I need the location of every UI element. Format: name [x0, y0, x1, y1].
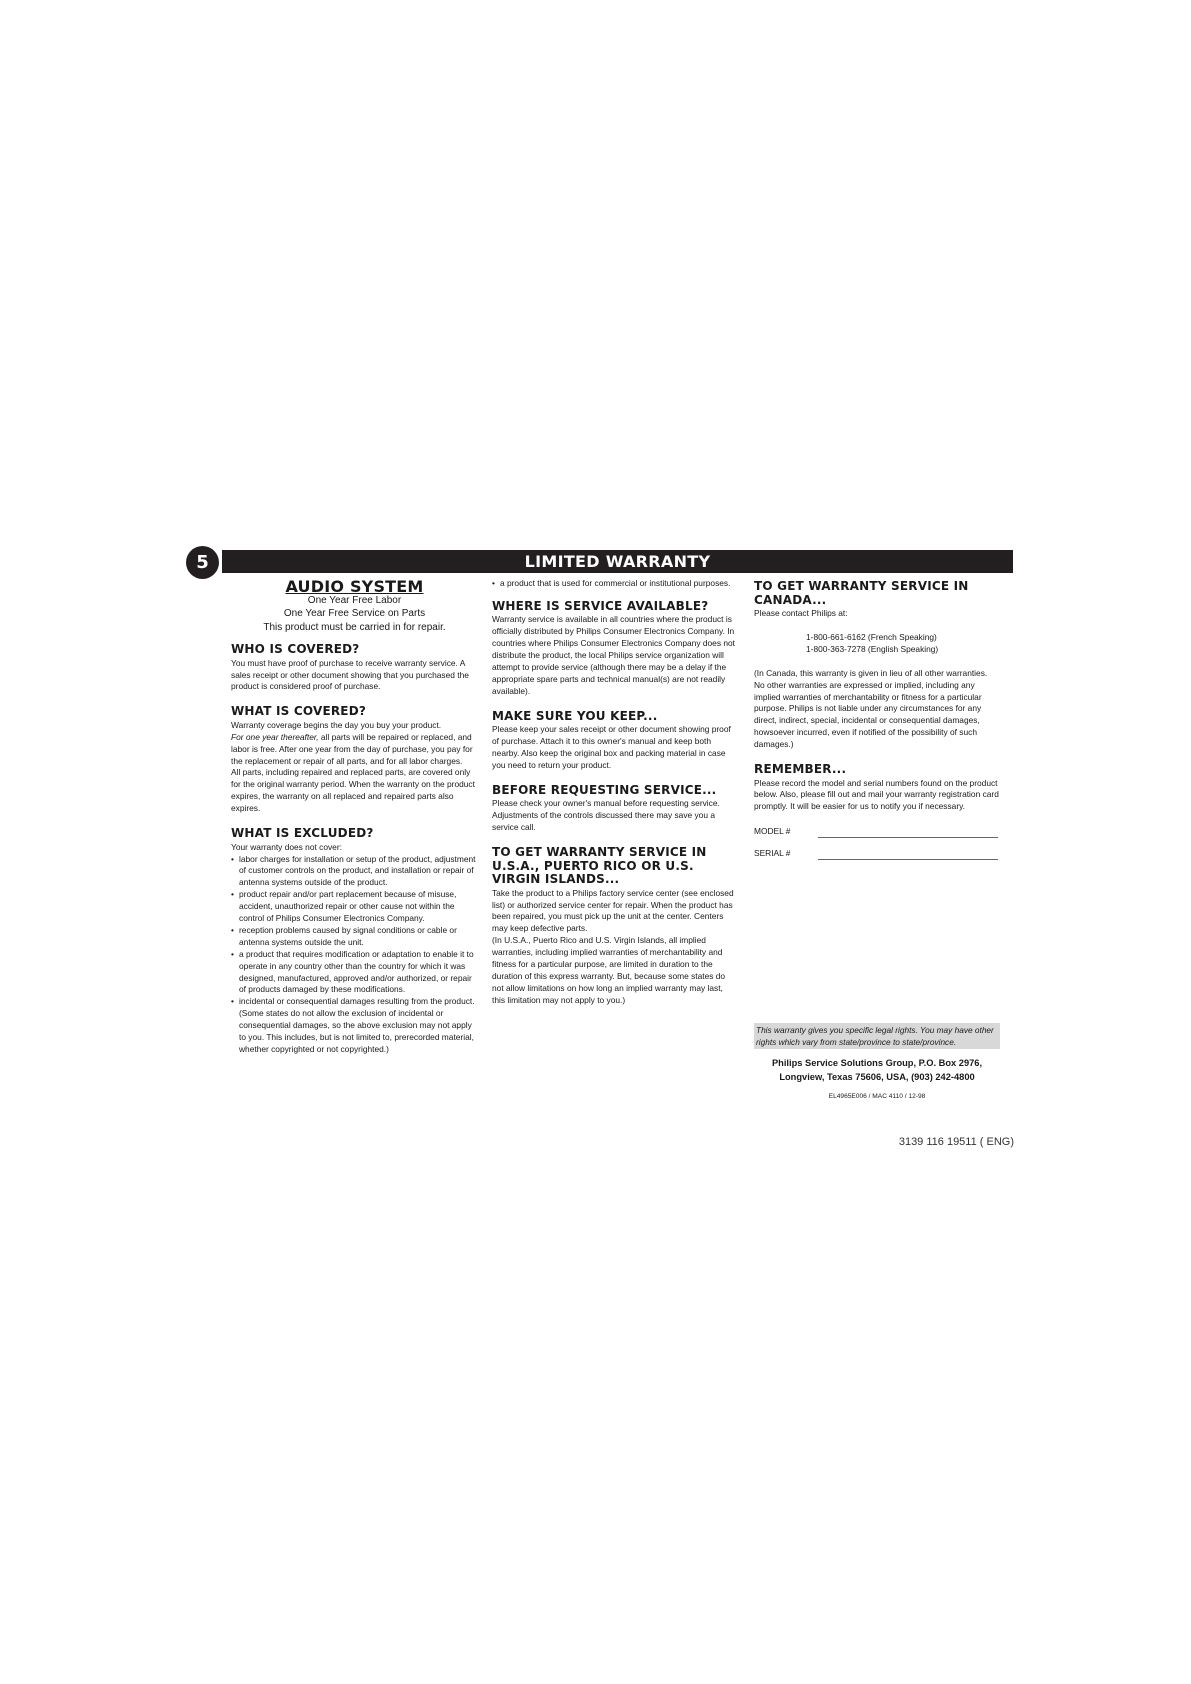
address-line-1: Philips Service Solutions Group, P.O. Box 2976,	[771, 1058, 983, 1068]
paragraph-where-is-service-available: Warranty service is available in all countries where the product is officially distributed by Philips Consumer Electronics Company. In countries where Philips Consumer Electronics Company does not distribute the product, the local Philips service organization will attempt to provide service (although there may be a delay if the appropriate spare parts and technical manual(s) are not readily available).	[492, 614, 735, 696]
intro-line-2: One Year Free Service on Parts	[283, 608, 426, 620]
model-number-label: MODEL #	[754, 826, 791, 837]
heading-what-is-excluded: WHAT IS EXCLUDED?	[231, 826, 374, 841]
paragraph-make-sure-you-keep: Please keep your sales receipt or other document showing proof of purchase. Attach it to this owner's manual and keep both nearby. Also keep the original box and packing material in case you need to return your product.	[492, 724, 731, 770]
heading-remember: REMEMBER...	[754, 762, 847, 777]
model-number-line	[818, 829, 998, 838]
list-item: • labor charges for installation or setup of the product, adjustment of customer controls on the product, and installation or repair of antenna systems outside of the product.	[231, 854, 478, 890]
service-address	[754, 1057, 1000, 1084]
paragraph-remember: Please record the model and serial numbers found on the product below. Also, please fill out and mail your warranty registration card promptly. It will be easier for us to notify you if necessary.	[754, 777, 999, 812]
intro-line-3: This product must be carried in for repair.	[263, 621, 446, 633]
address-line-2: Longview, Texas 75606, USA, (903) 242-4800	[779, 1071, 975, 1082]
serial-number-label: SERIAL #	[754, 848, 791, 859]
heading-where-is-service-available: WHERE IS SERVICE AVAILABLE?	[492, 598, 709, 613]
list-item: • incidental or consequential damages resulting from the product. (Some states do not allow the exclusion of incidental or consequential damages, so the above exclusion may not apply to you. This includes, but is not limited to, prerecorded material, whether copyrighted or not copyrighted.)	[231, 996, 478, 1056]
paragraph-canada-warranty: (In Canada, this warranty is given in lieu of all other warranties. No other warranties are expressed or implied, including any implied warranties of merchantability or fitness for a particular purpose. Philips is not liable under any circumstances for any direct, indirect, special, incidental or consequential damages, howsoever incurred, even if notified of the possibility of such damages.)	[754, 667, 988, 750]
list-item: • product repair and/or part replacement because of misuse, accident, unauthorized repair or other cause not within the control of Philips Consumer Electronics Company.	[231, 889, 478, 925]
excluded-list-continued	[492, 578, 737, 590]
intro-line-1: One Year Free Labor	[307, 594, 402, 606]
heading-make-sure-you-keep: MAKE SURE YOU KEEP...	[492, 708, 658, 723]
paragraph-implied-warranties-usa: (In U.S.A., Puerto Rico and U.S. Virgin Islands, all implied warranties, including implied warranties of merchantability and fitness for a particular purpose, are limited in duration to the duration of this express warranty. But, because some states do not allow limitations on how long an implied warranty may last, this limitation may not apply to you.)	[492, 935, 726, 1005]
page-title: LIMITED WARRANTY	[222, 550, 1013, 573]
legal-rights-notice: This warranty gives you specific legal rights. You may have other rights which vary from state/province to state/province.	[754, 1023, 1000, 1049]
heading-warranty-service-canada: TO GET WARRANTY SERVICE IN CANADA...	[754, 579, 969, 607]
canada-contact: Please contact Philips at:	[754, 608, 848, 618]
section-title-audio-system: AUDIO SYSTEM	[285, 577, 424, 596]
heading-before-requesting-service: BEFORE REQUESTING SERVICE...	[492, 782, 717, 797]
column-1	[231, 578, 478, 1056]
phone-french: 1-800-661-6162 (French Speaking)	[806, 631, 937, 642]
what-is-covered-text-1: Warranty coverage begins the day you buy your product.	[231, 719, 442, 730]
excluded-intro: Your warranty does not cover:	[231, 841, 342, 852]
model-number-field	[754, 825, 1000, 838]
paragraph-warranty-service-usa: Take the product to a Philips factory service center (see enclosed list) or authorized service center for repair. When the product has been repaired, you must pick up the unit at the center. Centers may keep defective parts.	[492, 887, 734, 934]
list-item: • a product that requires modification or adaptation to enable it to operate in any country other than the country for which it was designed, manufactured, approved and/or authorized, or repair of products damaged by these modifications.	[231, 949, 478, 997]
paragraph-who-is-covered: You must have proof of purchase to receive warranty service. A sales receipt or other document showing that you purchased the product is considered proof of purchase.	[231, 657, 469, 692]
document-code: EL4965E006 / MAC 4110 / 12-98	[828, 1093, 926, 1100]
heading-warranty-service-usa: TO GET WARRANTY SERVICE IN U.S.A., PUERTO RICO OR U.S. VIRGIN ISLANDS...	[492, 845, 707, 887]
page-number-badge: 5	[186, 546, 219, 579]
serial-number-line	[818, 851, 998, 860]
serial-number-field	[754, 847, 1000, 860]
paragraph-before-requesting-service: Please check your owner's manual before requesting service. Adjustments of the controls discussed there may save you a service call.	[492, 798, 720, 833]
excluded-list	[231, 854, 478, 1056]
paragraph-parts-coverage: All parts, including repaired and replaced parts, are covered only for the original warranty period. When the warranty on the product expires, the warranty on all replaced and repaired parts also expires.	[231, 767, 475, 814]
part-number: 3139 116 19511 ( ENG)	[898, 1136, 1014, 1148]
what-is-covered-text-2: all parts will be repaired or replaced, and labor is free. After one year from the day of purchase, you pay for the replacement or repair of all parts, and for all labor charges.	[231, 731, 473, 766]
heading-who-is-covered: WHO IS COVERED?	[231, 642, 360, 657]
paragraph-what-is-covered	[231, 720, 478, 768]
what-is-covered-italic: For one year thereafter,	[231, 731, 319, 742]
column-2	[492, 578, 737, 1007]
phone-english: 1-800-363-7278 (English Speaking)	[806, 643, 939, 654]
list-item: • reception problems caused by signal conditions or cable or antenna systems outside the unit.	[231, 925, 478, 949]
heading-what-is-covered: WHAT IS COVERED?	[231, 704, 367, 719]
column-3	[754, 578, 1000, 860]
list-item: • a product that is used for commercial or institutional purposes.	[492, 578, 737, 590]
